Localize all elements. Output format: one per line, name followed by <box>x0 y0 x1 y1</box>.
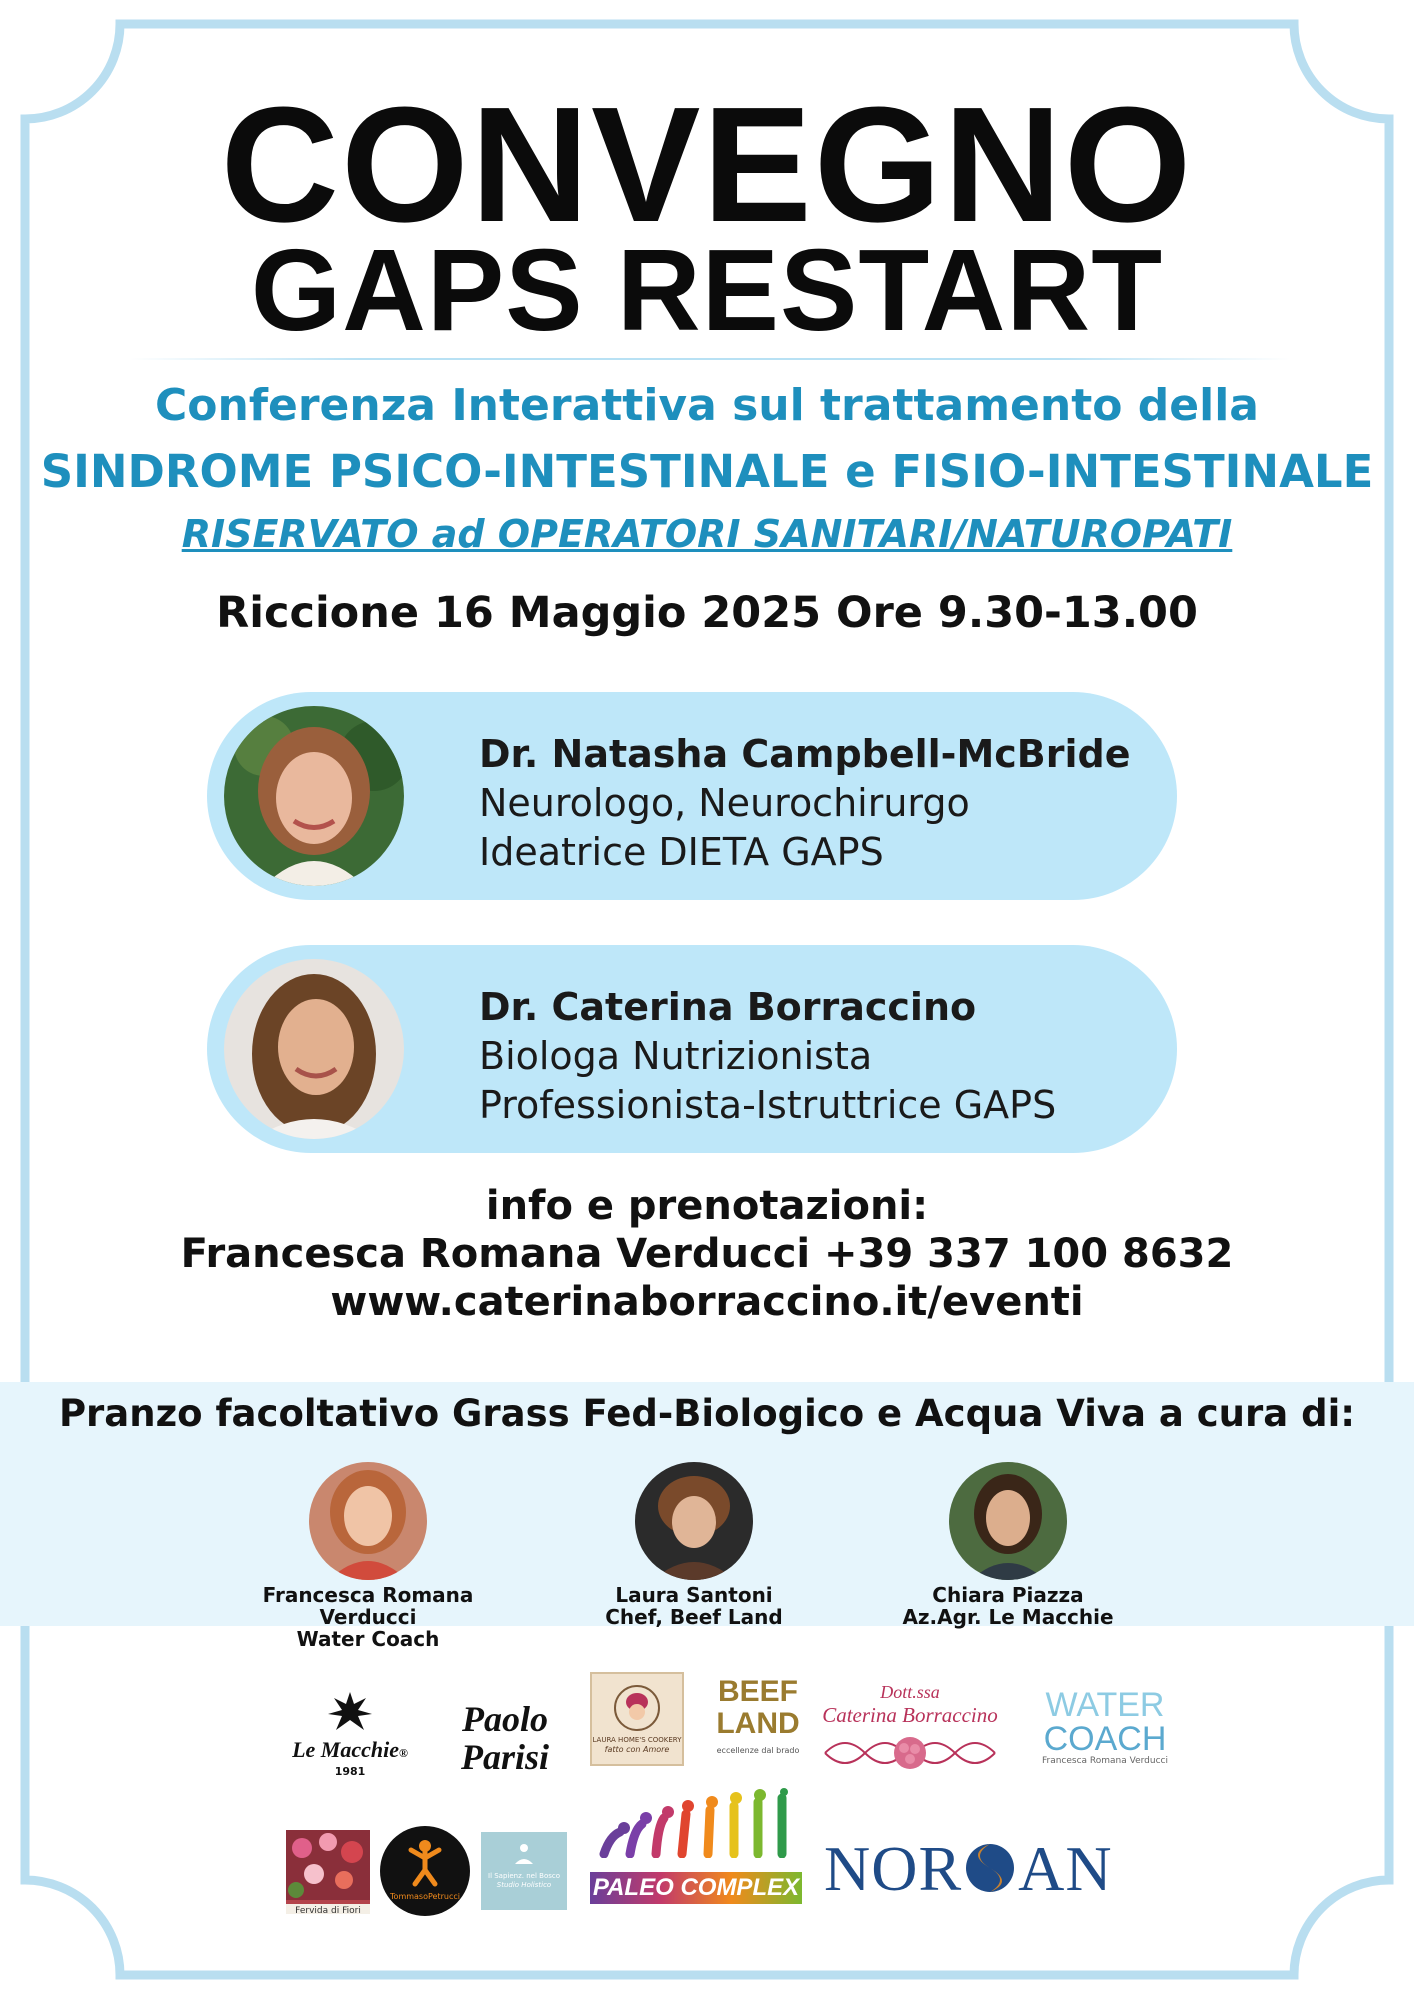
water-coach-line2: COACH <box>1043 1720 1167 1758</box>
flowers-icon <box>286 1830 370 1900</box>
water-coach-line1: WATER <box>1045 1686 1165 1724</box>
fervida-label: Fervida di Fiori <box>286 1904 370 1914</box>
logo-sapienza-bosco <box>481 1832 567 1910</box>
speaker-role: Professionista-Istruttrice GAPS <box>479 1083 1057 1127</box>
yoga-figure-icon <box>405 1838 445 1888</box>
tommaso-label: TommasoPetrucci <box>390 1892 460 1901</box>
lunch-host-piazza <box>858 1462 1158 1628</box>
info-block <box>0 1182 1414 1326</box>
logo-norsan <box>824 1834 1164 1904</box>
logo-water-coach <box>1030 1688 1180 1778</box>
speaker-photo-campbell <box>224 706 404 886</box>
speaker-role: Biologa Nutrizionista <box>479 1034 873 1078</box>
restriction-note: RISERVATO ad OPERATORI SANITARI/NATUROPATI <box>181 512 1233 556</box>
le-macchie-emblem-icon <box>320 1690 380 1734</box>
host-name: Chiara Piazza <box>932 1583 1084 1607</box>
title-gaps-restart: GAPS RESTART <box>250 225 1164 355</box>
logo-laura-cookery <box>590 1672 684 1766</box>
title-convegno: CONVEGNO <box>220 73 1194 256</box>
norsan-s-emblem-icon <box>964 1842 1016 1894</box>
host-photo-piazza <box>949 1462 1067 1580</box>
lunch-host-santoni <box>544 1462 844 1628</box>
info-contact[interactable]: Francesca Romana Verducci +39 337 100 8632 <box>180 1231 1234 1277</box>
logo-beef-land <box>708 1676 808 1776</box>
dna-raspberry-icon <box>820 1728 1000 1778</box>
norsan-right: AN <box>1018 1833 1113 1904</box>
norsan-left: NOR <box>824 1833 963 1904</box>
beef-land-line1: BEEF <box>717 1675 798 1708</box>
host-photo-santoni <box>635 1462 753 1580</box>
speaker-card-campbell <box>207 692 1177 900</box>
logo-paleo-complex <box>590 1788 802 1902</box>
logo-paolo-parisi: Paolo Parisi <box>460 1699 549 1777</box>
info-website-link[interactable]: www.caterinaborraccino.it/eventi <box>330 1279 1084 1325</box>
host-photo-verducci <box>309 1462 427 1580</box>
meditation-icon <box>511 1842 537 1868</box>
host-role: Az.Agr. Le Macchie <box>902 1605 1114 1629</box>
beef-land-tagline: eccellenze dal brado <box>716 1746 800 1755</box>
le-macchie-year: 1981 <box>334 1765 366 1778</box>
speaker-photo-borraccino <box>224 959 404 1139</box>
le-macchie-mark: ® <box>398 1746 408 1760</box>
lunch-title: Pranzo facoltativo Grass Fed-Biologico e Acqua Viva a cura di: <box>58 1392 1356 1435</box>
event-date-time: Riccione 16 Maggio 2025 Ore 9.30-13.00 <box>216 588 1198 638</box>
sapienza-line2: Studio Holistico <box>496 1881 552 1889</box>
host-name: Laura Santoni <box>615 1583 773 1607</box>
sapienza-line1: Il Sapienz. nel Bosco <box>488 1872 560 1880</box>
lunch-host-verducci <box>218 1462 518 1650</box>
logo-fervida-di-fiori <box>286 1830 370 1914</box>
subtitle-line1: Conferenza Interattiva sul trattamento della <box>155 380 1259 431</box>
dottssa-title: Dott.ssa <box>880 1682 940 1702</box>
logo-tommaso-petrucci <box>380 1826 470 1916</box>
logo-le-macchie <box>285 1690 415 1790</box>
dottssa-name: Caterina Borraccino <box>822 1703 998 1727</box>
subtitle-line2: SINDROME PSICO-INTESTINALE e FISIO-INTESTINALE <box>40 445 1374 498</box>
laura-cookery-name: LAURA HOME'S COOKERY <box>592 1736 682 1744</box>
laura-cookery-tagline: fatto con Amore <box>604 1745 670 1754</box>
speaker-role: Neurologo, Neurochirurgo <box>479 781 970 825</box>
cook-portrait-icon <box>613 1684 661 1732</box>
host-role: Water Coach <box>296 1627 440 1651</box>
speaker-name: Dr. Natasha Campbell-McBride <box>479 732 1131 776</box>
speaker-card-borraccino <box>207 945 1177 1153</box>
logo-dottssa-borraccino <box>810 1682 1010 1792</box>
host-name: Francesca Romana Verducci <box>262 1583 474 1629</box>
water-coach-byline: Francesca Romana Verducci <box>1041 1756 1168 1766</box>
host-role: Chef, Beef Land <box>605 1605 783 1629</box>
beef-land-line2: LAND <box>716 1707 800 1740</box>
speaker-role: Ideatrice DIETA GAPS <box>479 830 884 874</box>
speaker-name: Dr. Caterina Borraccino <box>479 985 977 1029</box>
paleo-label: PALEO COMPLEX <box>590 1872 802 1904</box>
le-macchie-name: Le Macchie <box>292 1737 399 1762</box>
title-divider <box>130 358 1290 360</box>
evolution-figures-icon <box>590 1788 802 1858</box>
info-label: info e prenotazioni: <box>485 1183 929 1229</box>
